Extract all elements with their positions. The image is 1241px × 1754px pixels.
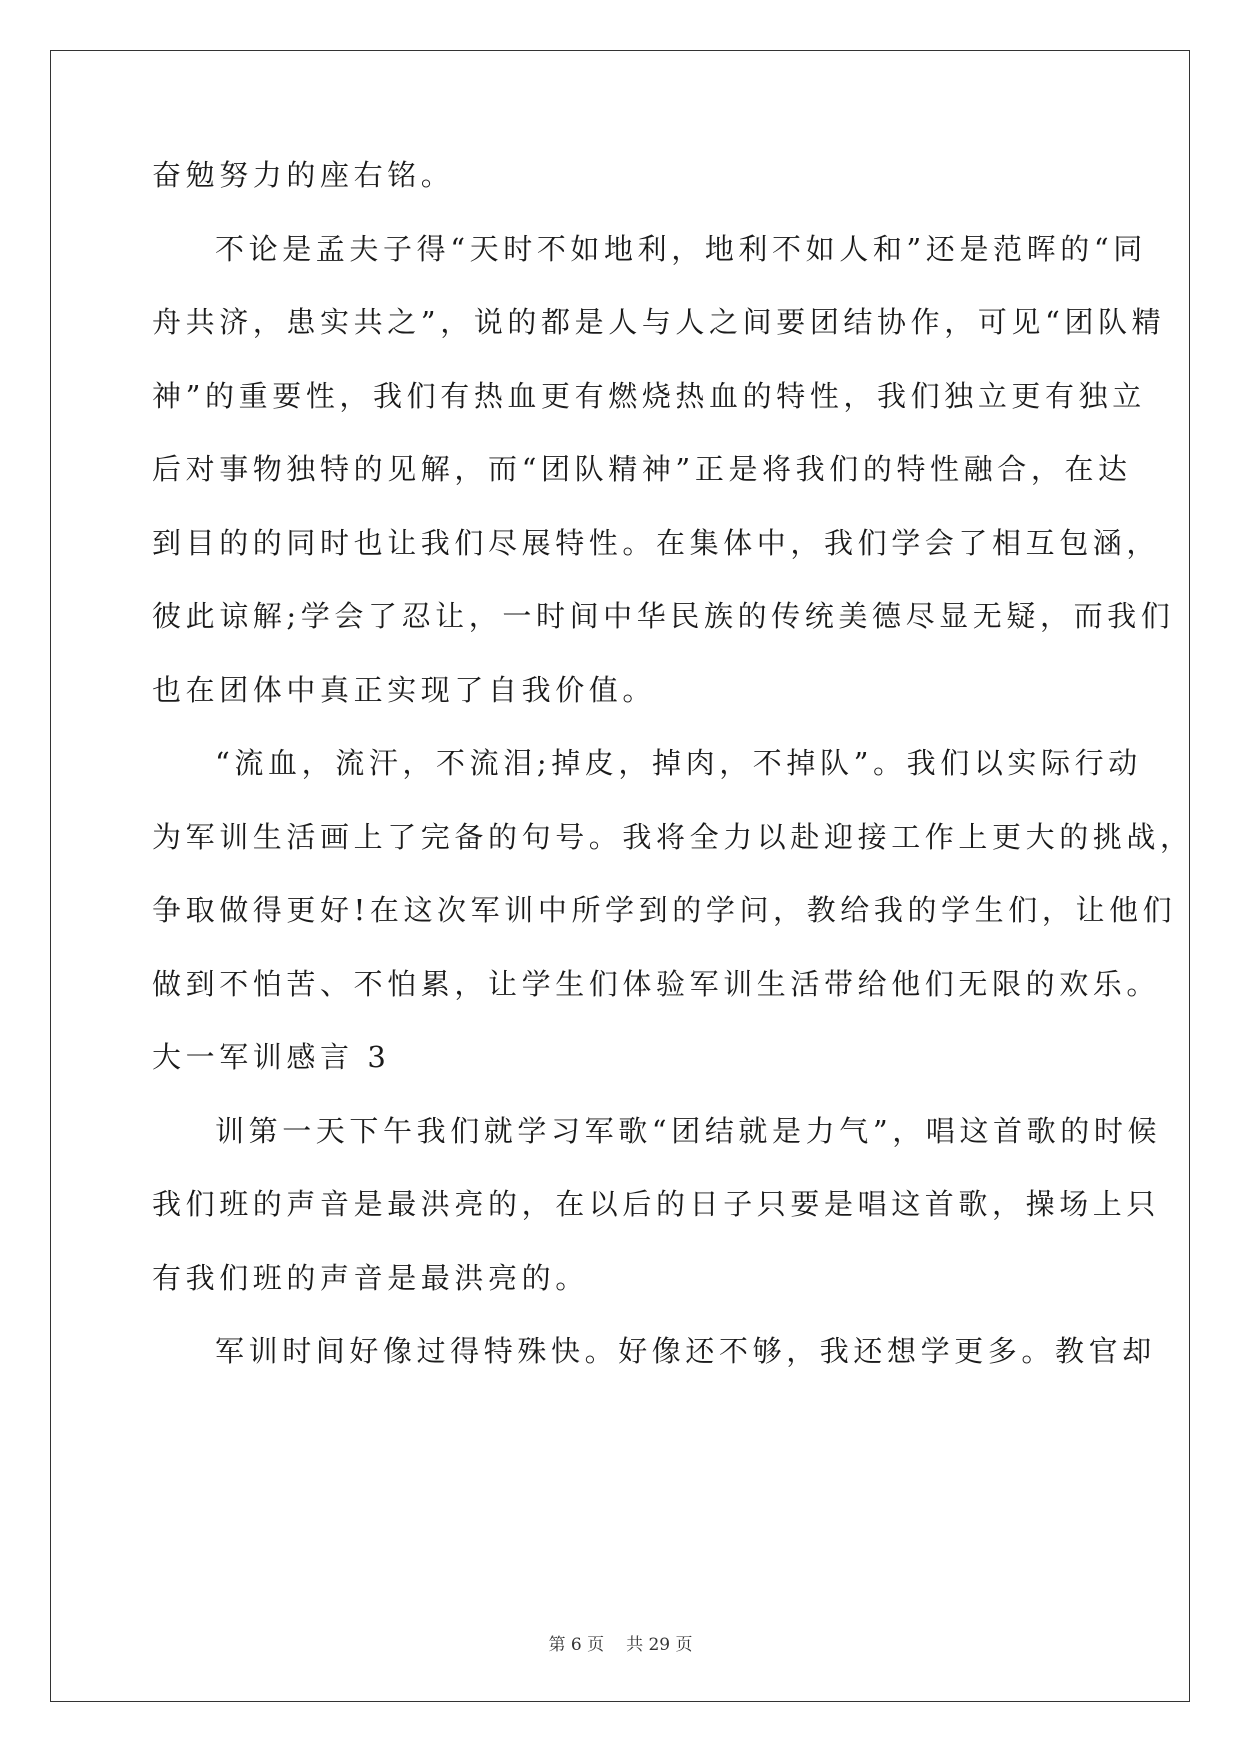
text-line: 训第一天下午我们就学习军歌“团结就是力气”，唱这首歌的时候 — [215, 1113, 1162, 1148]
text-line: 神”的重要性，我们有热血更有燃烧热血的特性，我们独立更有独立 — [152, 378, 1146, 413]
text-line: 后对事物独特的见解，而“团队精神”正是将我们的特性融合，在达 — [152, 452, 1132, 486]
text-line: 到目的的同时也让我们尽展特性。在集体中，我们学会了相互包涵， — [152, 525, 1161, 560]
page-total: 共 29 页 — [626, 1635, 693, 1655]
text-line: 舟共济，患实共之”，说的都是人与人之间要团结协作，可见“团队精 — [152, 305, 1166, 339]
section-heading: 大一军训感言 3 — [152, 1040, 391, 1074]
text-line: 奋勉努力的座右铭。 — [152, 158, 455, 192]
text-line: 不论是孟夫子得“天时不如地利，地利不如人和”还是范晖的“同 — [215, 231, 1147, 266]
text-line: 做到不怕苦、不怕累，让学生们体验军训生活带给他们无限的欢乐。 — [152, 966, 1161, 1001]
text-line: “流血，流汗，不流泪;掉皮，掉肉，不掉队”。我们以实际行动 — [215, 746, 1142, 780]
text-line: 军训时间好像过得特殊快。好像还不够，我还想学更多。教官却 — [215, 1334, 1156, 1368]
text-line: 争取做得更好!在这次军训中所学到的学问，教给我的学生们，让他们 — [152, 893, 1177, 927]
text-line: 也在团体中真正实现了自我价值。 — [152, 672, 657, 707]
text-line: 为军训生活画上了完备的句号。我将全力以赴迎接工作上更大的挑战， — [152, 819, 1194, 854]
page-footer — [0, 1630, 1241, 1655]
document-body — [152, 155, 1194, 1405]
page-number: 第 6 页 — [548, 1635, 605, 1655]
text-line: 我们班的声音是最洪亮的，在以后的日子只要是唱这首歌，操场上只 — [152, 1187, 1161, 1221]
text-line: 彼此谅解;学会了忍让，一时间中华民族的传统美德尽显无疑，而我们 — [152, 599, 1175, 633]
text-line: 有我们班的声音是最洪亮的。 — [152, 1260, 589, 1295]
